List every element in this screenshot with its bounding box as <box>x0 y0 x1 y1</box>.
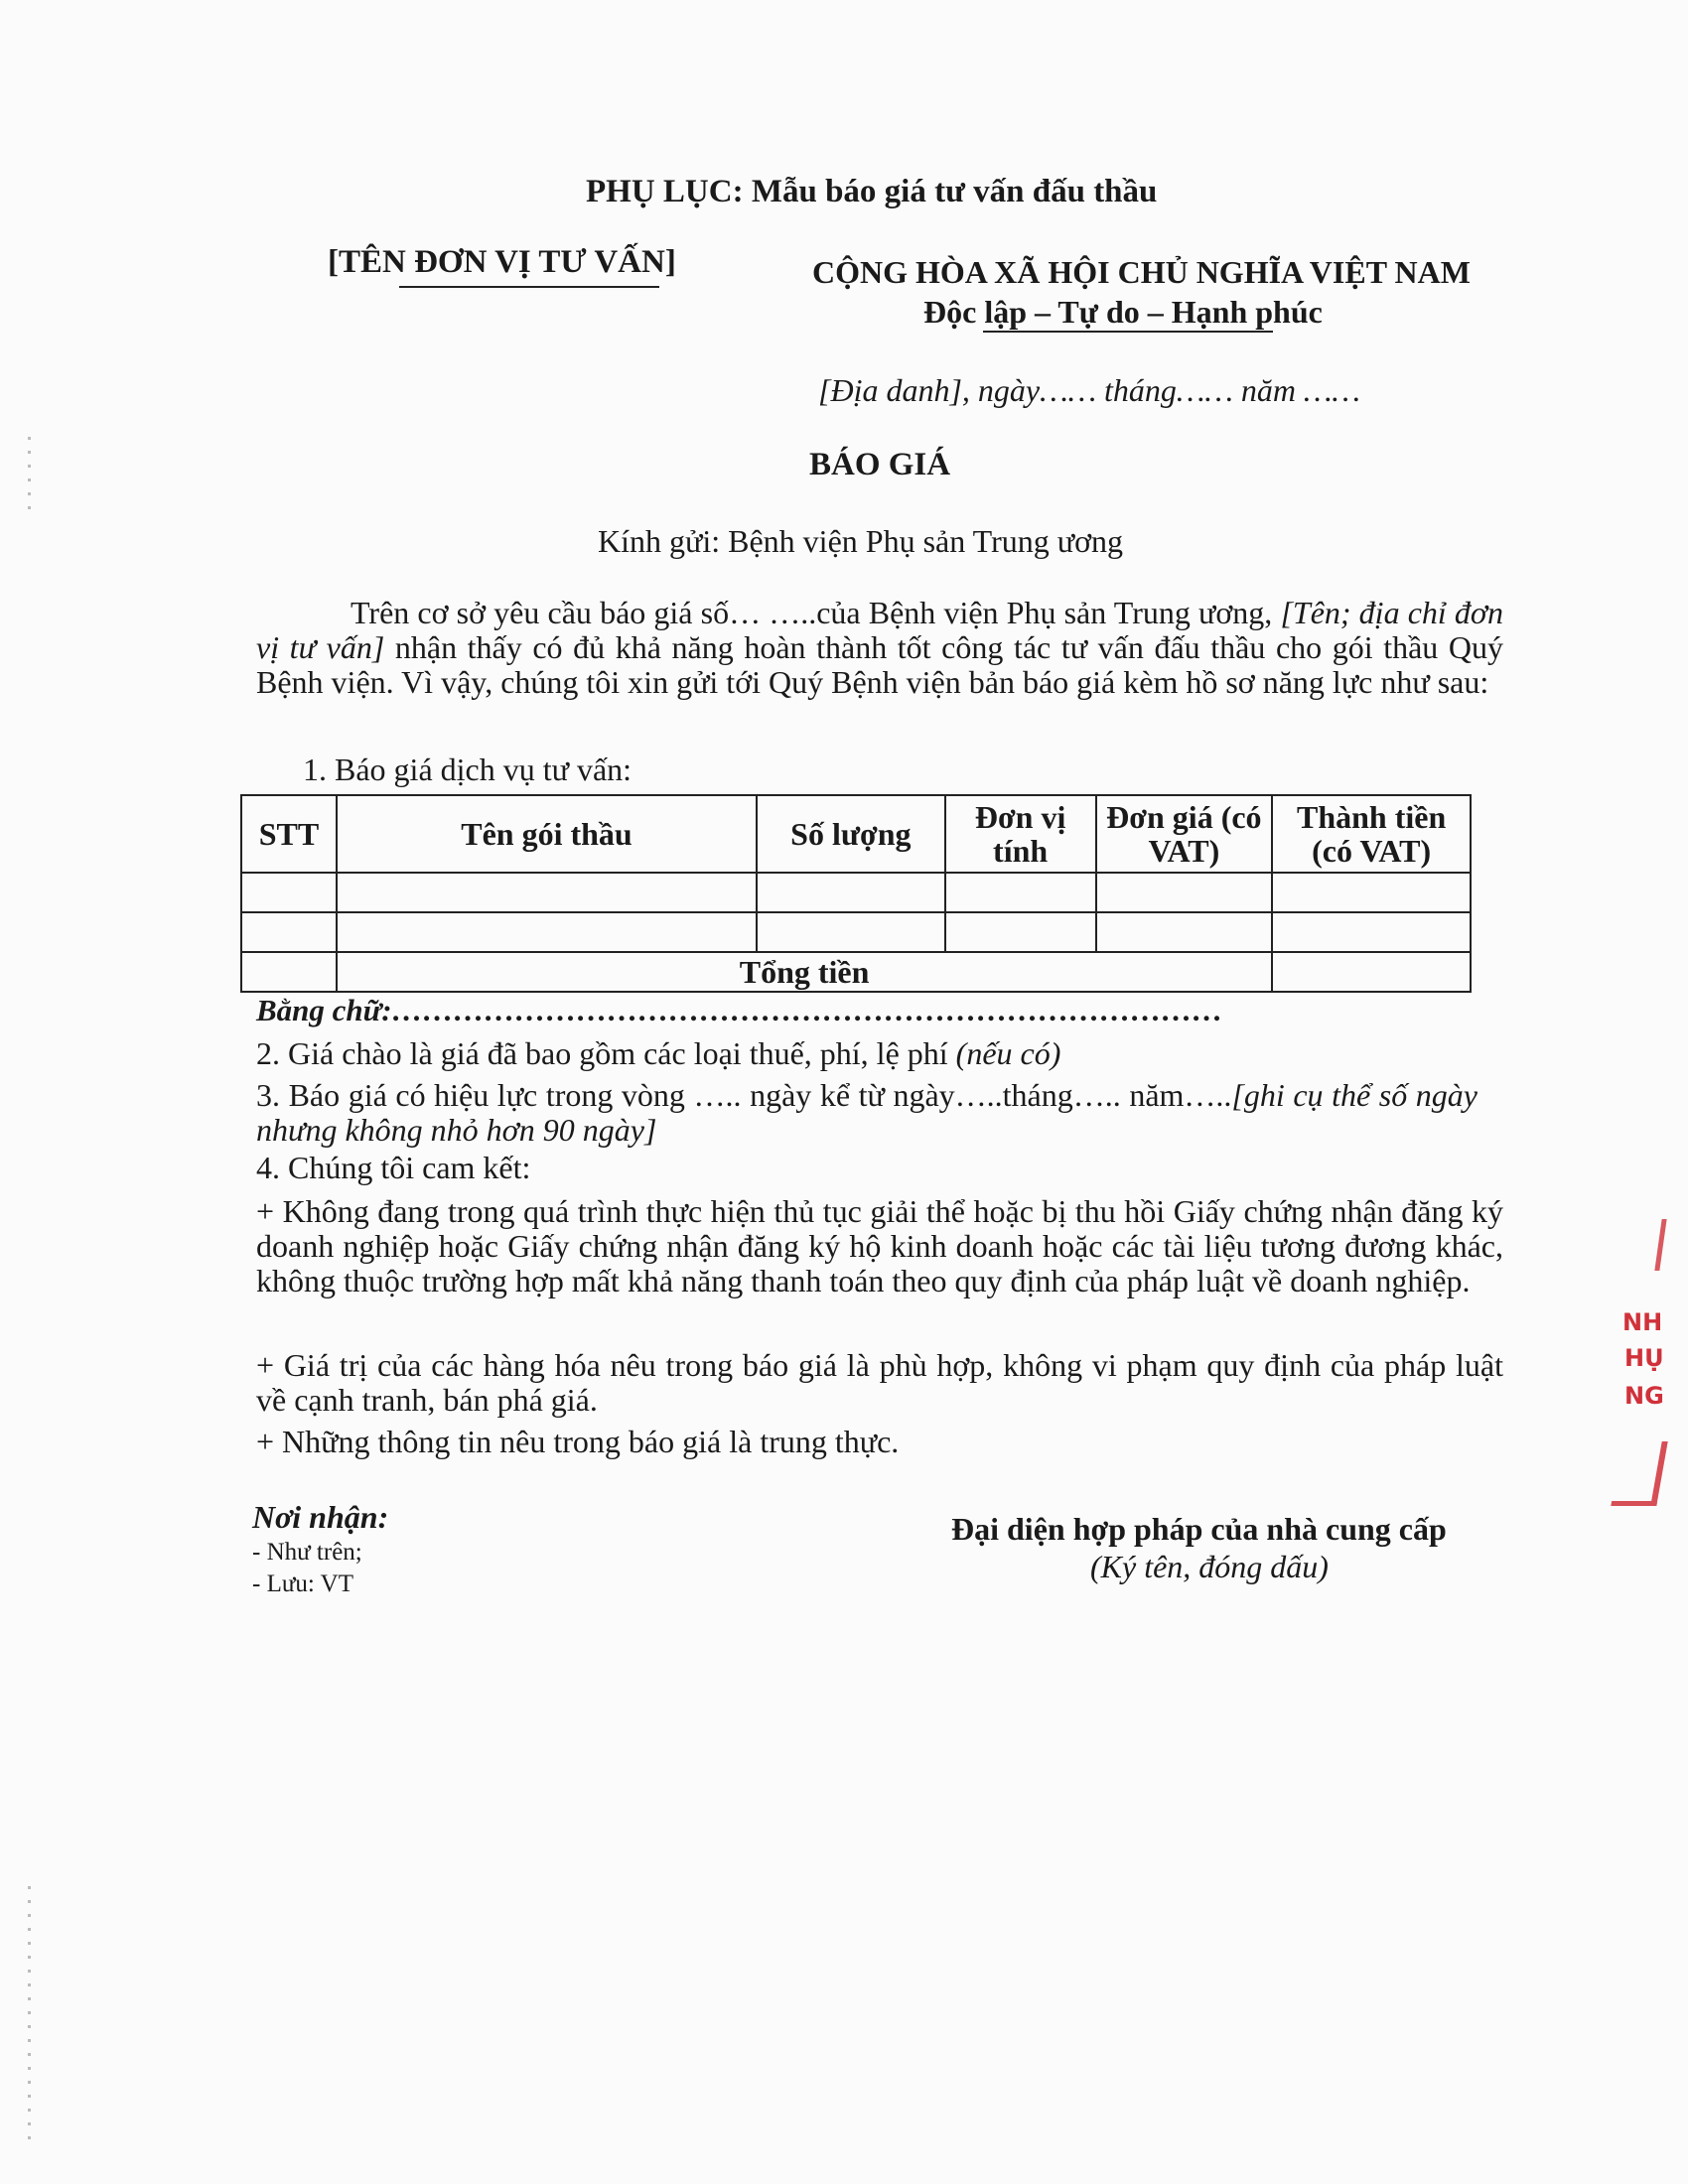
intro-placeholder: [Tên; địa chỉ đơn vị tư vấn] <box>256 595 1504 665</box>
recipients-title: Nơi nhận: <box>252 1499 389 1535</box>
item-4: 4. Chúng tôi cam kết: <box>256 1150 531 1185</box>
header-quantity: Số lượng <box>757 795 945 873</box>
signature-note: (Ký tên, đóng dấu) <box>1090 1549 1329 1584</box>
commitment-3: + Những thông tin nêu trong báo giá là trung thực. <box>256 1424 900 1459</box>
place-date: [Địa danh], ngày…… tháng…… năm …… <box>818 372 1360 408</box>
motto-underline <box>983 331 1273 333</box>
item-3: 3. Báo giá có hiệu lực trong vòng ….. ngày kể từ ngày…..tháng….. năm…..[ghi cụ thể số ngày nhưng không nhỏ hơn 90 ngày] <box>256 1077 1478 1148</box>
recipients-line-2: - Lưu: VT <box>252 1570 353 1597</box>
recipient-line: Kính gửi: Bệnh viện Phụ sản Trung ương <box>598 523 1123 559</box>
quote-table <box>240 794 1472 993</box>
recipients-line-1: - Như trên; <box>252 1539 362 1566</box>
intro-text-cont: nhận thấy có đủ khả năng hoàn thành tốt công tác tư vấn đấu thầu cho gói thầu Quý Bệnh viện. Vì vậy, chúng tôi xin gửi tới Quý Bệnh viện bản báo giá kèm hồ sơ năng lực như sau: <box>256 629 1504 700</box>
intro-paragraph <box>256 596 1503 700</box>
table-row <box>241 873 1471 912</box>
national-motto: Độc lập – Tự do – Hạnh phúc <box>923 294 1323 330</box>
table-header-row <box>241 795 1471 873</box>
header-unit-price: Đơn giá (có VAT) <box>1096 795 1273 873</box>
appendix-title: PHỤ LỤC: Mẫu báo giá tư vấn đấu thầu <box>586 174 1158 209</box>
header-unit: Đơn vị tính <box>945 795 1096 873</box>
item-2: 2. Giá chào là giá đã bao gồm các loại thuế, phí, lệ phí (nếu có) <box>256 1035 1061 1071</box>
national-title: CỘNG HÒA XÃ HỘI CHỦ NGHĨA VIỆT NAM <box>812 254 1471 290</box>
header-package-name: Tên gói thầu <box>337 795 757 873</box>
doc-title: BÁO GIÁ <box>809 447 951 482</box>
scan-artifact <box>28 1886 31 2144</box>
total-label: Tổng tiền <box>337 952 1272 992</box>
section-1-heading: 1. Báo giá dịch vụ tư vấn: <box>303 751 633 787</box>
intro-text: Trên cơ sở yêu cầu báo giá số… …..của Bệnh viện Phụ sản Trung ương, <box>351 595 1281 630</box>
commitment-1: + Không đang trong quá trình thực hiện thủ tục giải thể hoặc bị thu hồi Giấy chứng nhận đăng ký doanh nghiệp hoặc Giấy chứng nhận đăng ký hộ kinh doanh hoặc các tài liệu tương đương khác, không thuộc trường hợp mất khả năng thanh toán theo quy định của pháp luật về doanh nghiệp. <box>256 1193 1503 1298</box>
header-total-price: Thành tiền (có VAT) <box>1272 795 1471 873</box>
signature-title: Đại diện hợp pháp của nhà cung cấp <box>951 1511 1447 1547</box>
consultant-underline <box>399 286 659 288</box>
consultant-name: [TÊN ĐƠN VỊ TƯ VẤN] <box>328 244 676 280</box>
scan-artifact <box>28 437 31 516</box>
document-page: PHỤ LỤC: Mẫu báo giá tư vấn đấu thầu [TÊN ĐƠN VỊ TƯ VẤN] CỘNG HÒA XÃ HỘI CHỦ NGHĨA VIỆT NAM Độc lập – Tự do – Hạnh phúc [Địa danh], ngày…… tháng…… năm …… BÁO GIÁ Kính gửi: Bệnh viện Phụ sản Trung ương Trên cơ sở yêu cầu báo giá số… …..của Bệnh viện Phụ sản Trung ương, [Tên; địa chỉ đơn vị tư vấn] nhận thấy có đủ khả năng hoàn thành tốt công tác tư vấn đấu thầu cho gói thầu Quý Bệnh viện. Vì vậy, chúng tôi xin gửi tới Quý Bệnh viện bản báo giá kèm hồ sơ năng lực như sau: 1. Báo giá dịch vụ tư vấn: STT Tên gói thầu Số lượng Đơn vị tính Đơn giá (có VAT) Thành tiền (có VAT) Tổng tiền Bằng chữ:……………………………………………………………………… 2. Giá chào là giá đã bao gồm các loại thuế, phí, lệ phí (nếu có) 3. Báo giá có hiệu lực trong vòng ….. ngày kể từ ngày…..tháng….. năm…..[ghi cụ thể số ngày nhưng không nhỏ hơn 90 ngày] 4. Chúng tôi cam kết: + Không đang trong quá trình thực hiện thủ tục giải thể hoặc bị thu hồi Giấy chứng nhận đăng ký doanh nghiệp hoặc Giấy chứng nhận đăng ký hộ kinh doanh hoặc các tài liệu tương đương khác, không thuộc trường hợp mất khả năng thanh toán theo quy định của pháp luật về doanh nghiệp. + Giá trị của các hàng hóa nêu trong báo giá là phù hợp, không vi phạm quy định của pháp luật về cạnh tranh, bán phá giá. + Những thông tin nêu trong báo giá là trung thực. Nơi nhận: - Như trên; - Lưu: VT Đại diện hợp pháp của nhà cung cấp (Ký tên, đóng dấu) NH HỤ NG <box>0 0 1688 2184</box>
commitment-2: + Giá trị của các hàng hóa nêu trong báo giá là phù hợp, không vi phạm quy định của pháp luật về cạnh tranh, bán phá giá. <box>256 1347 1503 1418</box>
header-stt: STT <box>241 795 337 873</box>
table-total-row <box>241 952 1471 992</box>
table-row <box>241 912 1471 952</box>
amount-in-words: Bằng chữ:……………………………………………………………………… <box>256 993 1223 1027</box>
